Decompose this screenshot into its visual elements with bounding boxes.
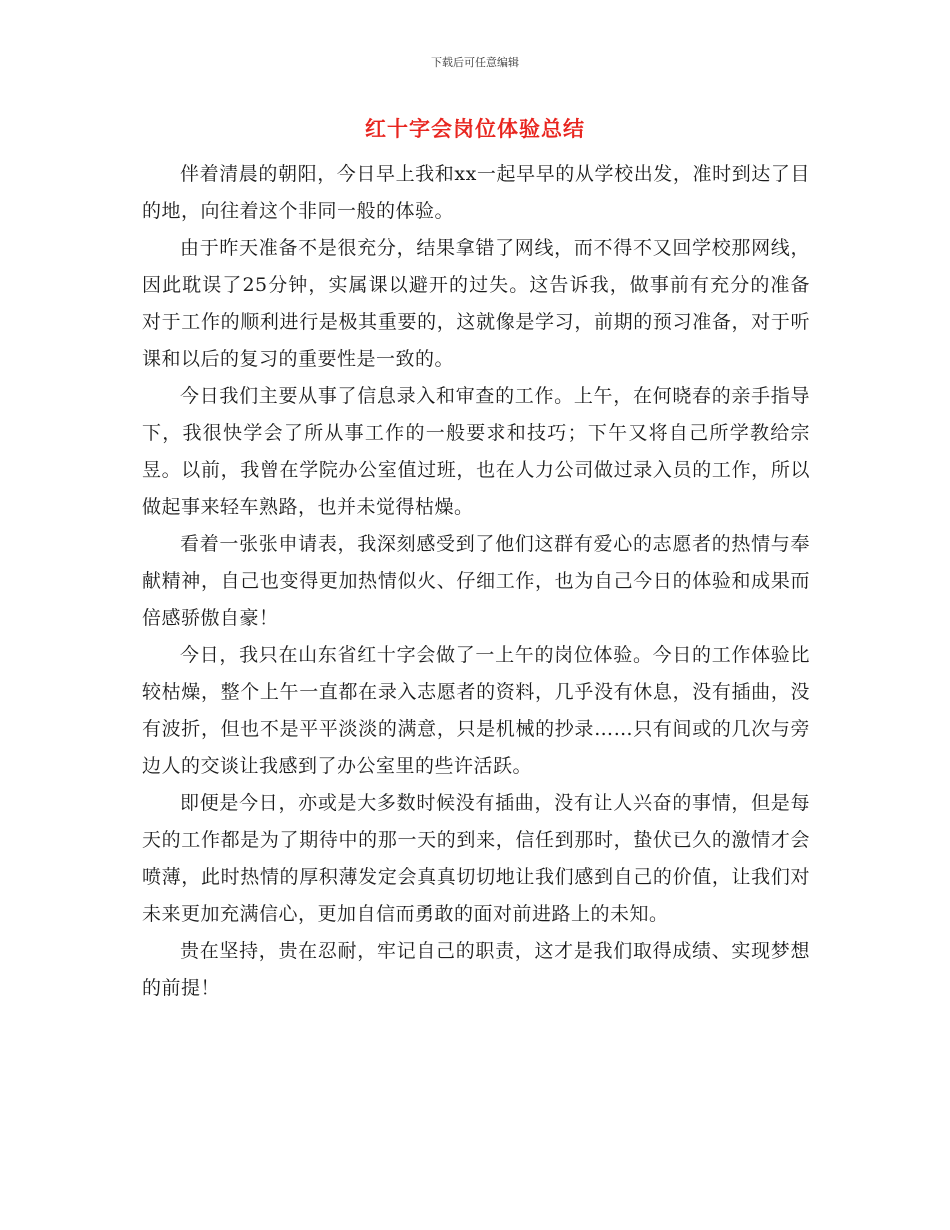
paragraph: 今日，我只在山东省红十字会做了一上午的岗位体验。今日的工作体验比较枯燥，整个上午一直都在录入志愿者的资料，几乎没有休息，没有插曲，没有波折，但也不是平平淡淡的满意，只是机械的抄录……只有间或的几次与旁边人的交谈让我感到了办公室里的些许活跃。: [142, 644, 810, 777]
header-note: 下载后可任意编辑: [431, 56, 519, 69]
paragraph: 即便是今日，亦或是大多数时候没有插曲，没有让人兴奋的事情，但是每天的工作都是为了期待中的那一天的到来，信任到那时，蛰伏已久的激情才会喷薄，此时热情的厚积薄发定会真真切切地让我们感到自己的价值，让我们对未来更加充满信心，更加自信而勇敢的面对前进路上的未知。: [142, 792, 810, 925]
document-body: [142, 156, 810, 1007]
paragraph: 伴着清晨的朝阳，今日早上我和xx一起早早的从学校出发，准时到达了目的地，向往着这个非同一般的体验。: [142, 163, 810, 222]
document-title: 红十字会岗位体验总结: [365, 117, 585, 141]
paragraph: 今日我们主要从事了信息录入和审查的工作。上午，在何晓春的亲手指导下，我很快学会了所从事工作的一般要求和技巧；下午又将自己所学教给宗昱。以前，我曾在学院办公室值过班，也在人力公司做过录入员的工作，所以做起事来轻车熟路，也并未觉得枯燥。: [142, 385, 810, 518]
paragraph: 贵在坚持，贵在忍耐，牢记自己的职责，这才是我们取得成绩、实现梦想的前提！: [142, 940, 810, 999]
paragraph: 看着一张张申请表，我深刻感受到了他们这群有爱心的志愿者的热情与奉献精神，自己也变得更加热情似火、仔细工作，也为自己今日的体验和成果而倍感骄傲自豪！: [142, 533, 810, 629]
paragraph: 由于昨天准备不是很充分，结果拿错了网线，而不得不又回学校那网线，因此耽误了25分钟，实属课以避开的过失。这告诉我，做事前有充分的准备对于工作的顺利进行是极其重要的，这就像是学习，前期的预习准备，对于听课和以后的复习的重要性是一致的。: [142, 237, 810, 370]
